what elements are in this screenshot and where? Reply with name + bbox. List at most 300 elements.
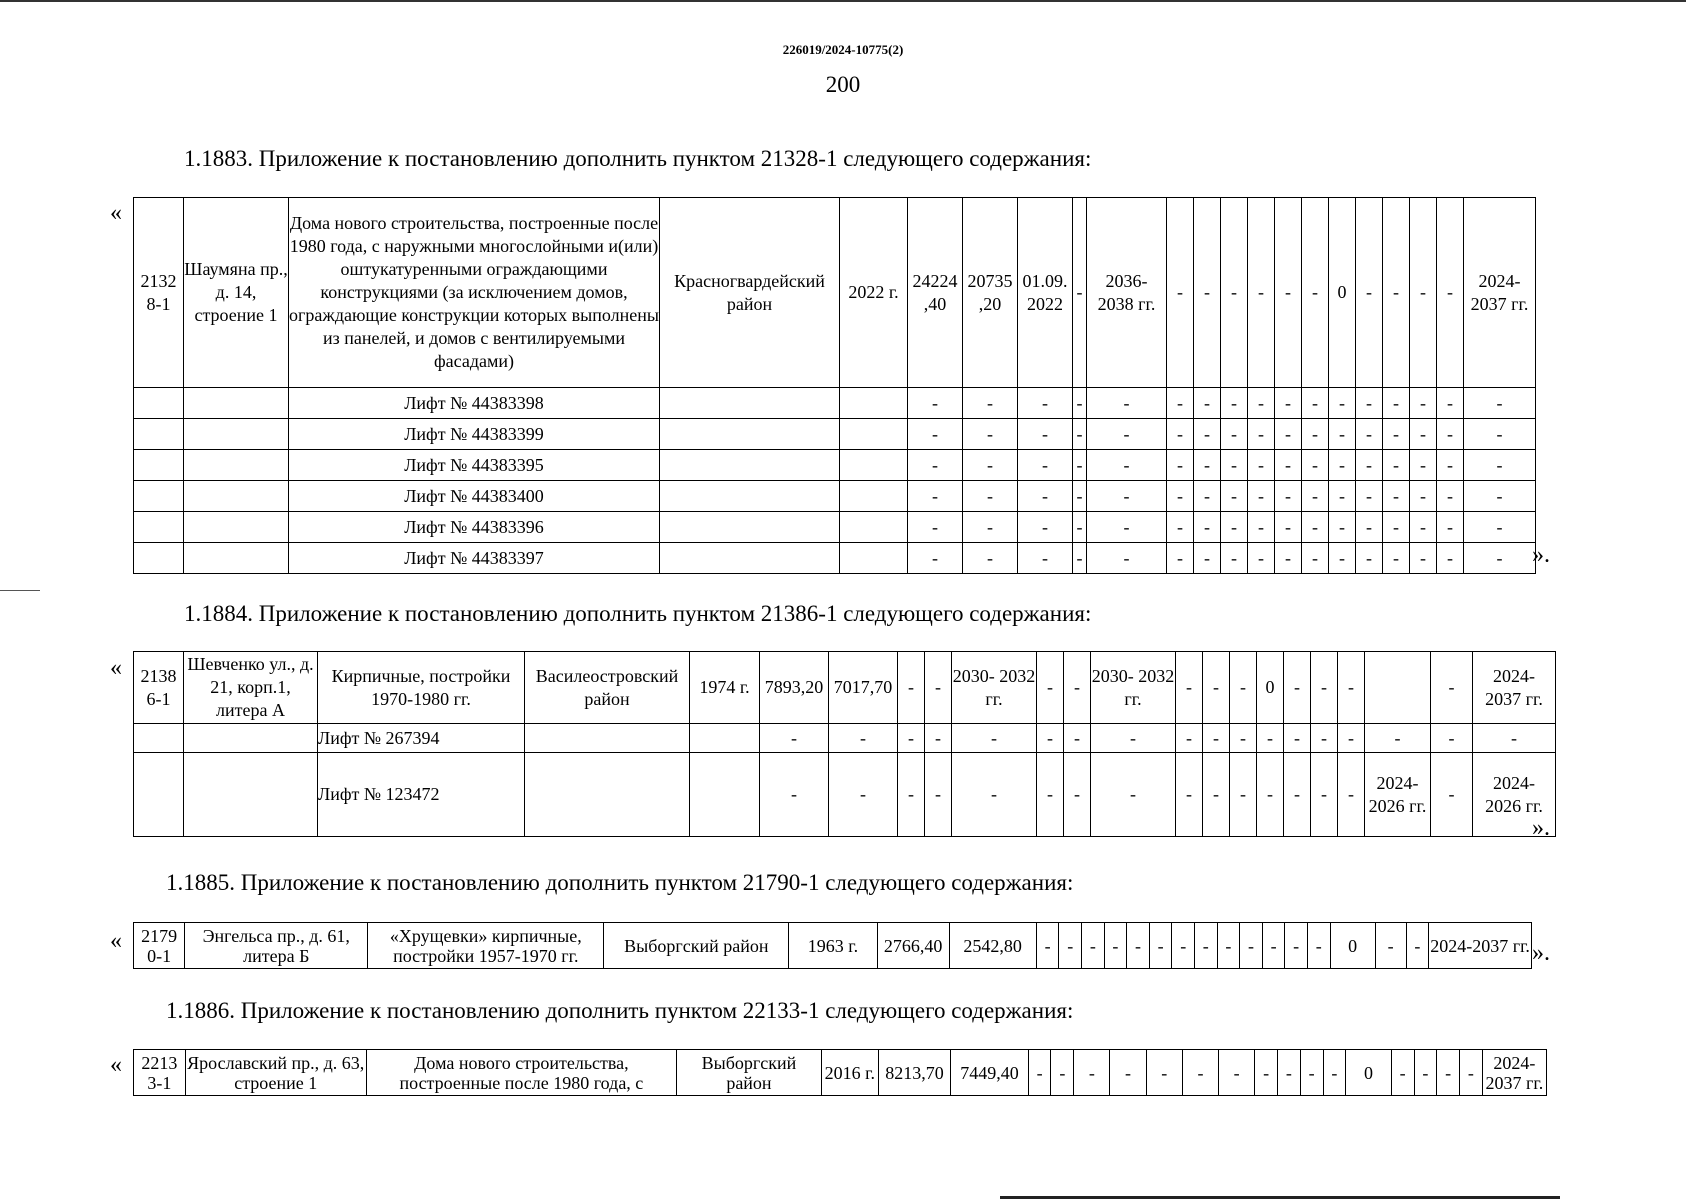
table-cell: - [1110,1050,1146,1096]
table-cell: - [1167,198,1194,388]
table-row [134,481,1536,512]
table-cell: - [1356,512,1383,543]
table-cell: - [1037,724,1064,753]
table-cell: - [1410,450,1437,481]
table-cell: - [1311,753,1338,837]
table-cell: Красногвардейский район [660,198,840,388]
table-cell: 0 [1330,923,1375,969]
table-cell: - [1437,450,1464,481]
table-cell: - [1074,1050,1110,1096]
table-cell: - [1365,724,1431,753]
table-cell: - [1255,1050,1278,1096]
table-cell: - [1356,450,1383,481]
table-cell: - [1437,419,1464,450]
table-row [134,450,1536,481]
table-cell: - [829,724,898,753]
table-cell: 2179 0-1 [134,923,185,969]
table-cell: - [1431,753,1473,837]
table-cell [660,481,840,512]
table-cell: - [1230,652,1257,724]
table-cell: - [898,753,925,837]
table-cell [840,543,908,574]
table-cell: - [1329,388,1356,419]
table-cell: - [1167,388,1194,419]
table-cell [1365,652,1431,724]
table-cell [134,450,184,481]
table-cell [134,753,184,837]
table-cell [134,543,184,574]
table-cell: - [1194,512,1221,543]
table-cell [525,724,690,753]
table-cell: - [1329,450,1356,481]
table-cell: - [1410,543,1437,574]
page-number: 200 [825,72,861,97]
table-cell: - [1018,419,1073,450]
table-cell: - [1248,512,1275,543]
table-cell: - [963,388,1018,419]
table-cell: - [1203,753,1230,837]
table-cell: - [1037,652,1064,724]
table-cell: - [1257,753,1284,837]
table-cell: - [1300,1050,1323,1096]
table-cell [660,512,840,543]
table-row [134,724,1556,753]
table-cell: - [1410,388,1437,419]
table-cell: - [1230,724,1257,753]
table-cell: - [1437,481,1464,512]
table-cell: «Хрущевки» кирпичные, постройки 1957-1970 гг. [368,923,604,969]
table-cell: - [1073,388,1087,419]
table-cell: - [1167,481,1194,512]
table-cell: 7449,40 [951,1050,1029,1096]
table-row [134,753,1556,837]
table-cell: - [963,481,1018,512]
table-cell: - [1064,753,1091,837]
table-cell: - [1302,198,1329,388]
table-cell: Выборгский район [677,1050,822,1096]
table-cell: Дома нового строительства, построенные после 1980 года, с [366,1050,676,1096]
table-cell: - [760,753,829,837]
table-cell: - [1285,923,1308,969]
table-cell [660,419,840,450]
scan-top-edge [0,0,1686,2]
table-cell: - [1275,198,1302,388]
table-cell [184,543,289,574]
table-cell: 2213 3-1 [134,1050,186,1096]
lift-name: Лифт № 44383400 [289,481,660,512]
table-cell: - [1248,481,1275,512]
table-cell: - [1410,198,1437,388]
table-cell: - [1217,923,1240,969]
table-cell: 2036- 2038 гг. [1087,198,1167,388]
table-cell [840,481,908,512]
table-cell: - [1275,512,1302,543]
table-cell: - [1248,450,1275,481]
table-cell: - [1410,481,1437,512]
table-cell: - [1146,1050,1182,1096]
table-cell: - [1194,388,1221,419]
table-cell: - [898,724,925,753]
table-cell: - [1167,419,1194,450]
table-cell: - [1383,388,1410,419]
table-cell: - [908,450,963,481]
table-cell: 2024- 2037 гг. [1464,198,1536,388]
table-cell: - [1302,419,1329,450]
table-cell: - [952,724,1037,753]
table-cell: - [1182,1050,1218,1096]
table-cell [134,724,184,753]
table-cell: - [1028,1050,1051,1096]
table-row [134,1050,1547,1096]
table-cell: - [1248,388,1275,419]
lift-name: Лифт № 44383399 [289,419,660,450]
table-cell: 2024- 2037 гг. [1473,652,1556,724]
table-cell: - [1203,724,1230,753]
table-cell: - [1073,512,1087,543]
table-cell: - [1356,419,1383,450]
table-cell: - [1073,543,1087,574]
table-cell: - [1431,652,1473,724]
table-cell: - [1437,1050,1460,1096]
table-cell: - [1087,419,1167,450]
table-cell [690,753,760,837]
table-cell: 20735 ,20 [963,198,1018,388]
table-cell [134,512,184,543]
table-cell: Дома нового строительства, построенные после 1980 года, с наружными многослойными и(или) оштукатуренными ограждающими конструкциями (за исключением домов, ограждающие конструкции которых выполнены из панелей, и домов с вентилируемыми фасадами) [289,198,660,388]
table-cell: - [1338,652,1365,724]
table-cell: - [1437,543,1464,574]
table-cell: - [1302,481,1329,512]
table-cell: - [1091,724,1176,753]
table-cell [690,724,760,753]
close-quote-3: ». [1532,940,1550,966]
table-cell: 2138 6-1 [134,652,184,724]
table-cell: - [1087,450,1167,481]
table-cell: - [1307,923,1330,969]
table-cell: - [1018,512,1073,543]
table-cell: - [1194,923,1217,969]
table-cell: - [925,753,952,837]
table-cell: - [1172,923,1195,969]
table-cell: - [1284,753,1311,837]
table-cell: - [1437,388,1464,419]
table-cell: - [1221,481,1248,512]
table-cell: - [1410,512,1437,543]
table-cell: Шевченко ул., д. 21, корп.1, литера А [184,652,318,724]
table-cell: - [760,724,829,753]
table-cell: - [925,724,952,753]
table-cell: 2542,80 [949,923,1036,969]
table-cell: - [1329,419,1356,450]
scan-bottom-edge [1000,1196,1560,1199]
table-cell [840,419,908,450]
table-cell: - [1383,543,1410,574]
table-row [134,652,1556,724]
table-cell: - [1338,753,1365,837]
close-quote-2: ». [1532,815,1550,841]
table-cell: - [1356,388,1383,419]
table-cell: - [1437,198,1464,388]
table-cell: - [1383,450,1410,481]
table-22133-1 [133,1049,1547,1096]
period-cell: 2024- 2026 гг. [1473,753,1556,837]
table-cell [184,450,289,481]
open-quote-3: « [110,928,122,954]
table-cell: 2030- 2032 гг. [952,652,1037,724]
table-cell: - [1248,198,1275,388]
table-cell: - [1167,543,1194,574]
table-cell: - [963,512,1018,543]
section-heading-1883: 1.1883. Приложение к постановлению дополнить пунктом 21328-1 следующего содержания: [184,146,1092,171]
table-cell: - [1176,652,1203,724]
table-cell: - [1176,724,1203,753]
table-cell: - [1262,923,1285,969]
table-cell: - [1356,198,1383,388]
table-row [134,198,1536,388]
table-cell: - [1431,724,1473,753]
table-cell: - [1221,388,1248,419]
table-cell: - [1104,923,1127,969]
table-cell: - [1167,512,1194,543]
table-cell: - [1275,419,1302,450]
table-21386-1 [133,651,1556,837]
table-cell: - [1087,388,1167,419]
lift-name: Лифт № 123472 [318,753,525,837]
table-cell: - [1406,923,1429,969]
table-cell: - [1391,1050,1414,1096]
table-cell: - [1437,512,1464,543]
table-cell: - [952,753,1037,837]
table-cell: - [1302,450,1329,481]
table-cell: - [1383,198,1410,388]
table-cell: 1963 г. [789,923,877,969]
table-21328-1 [133,197,1536,574]
table-cell: - [1464,388,1536,419]
table-cell: - [1036,923,1059,969]
table-cell: - [1082,923,1105,969]
table-cell: - [1284,724,1311,753]
table-cell: - [1464,543,1536,574]
table-cell: 2030- 2032 гг. [1091,652,1176,724]
table-cell: - [1329,481,1356,512]
table-cell: - [908,419,963,450]
table-cell: - [1194,450,1221,481]
table-cell: - [1464,450,1536,481]
table-row [134,388,1536,419]
table-cell: - [1414,1050,1437,1096]
table-cell: - [1087,512,1167,543]
table-cell: - [1275,450,1302,481]
table-cell: - [1275,388,1302,419]
table-row [134,419,1536,450]
table-cell: - [963,419,1018,450]
table-cell: - [1464,419,1536,450]
table-cell: - [908,512,963,543]
table-cell: - [1278,1050,1301,1096]
table-cell: - [1338,724,1365,753]
section-heading-1884: 1.1884. Приложение к постановлению дополнить пунктом 21386-1 следующего содержания: [184,601,1092,626]
table-cell: - [1311,724,1338,753]
table-cell: - [1064,652,1091,724]
table-cell: - [908,388,963,419]
lift-name: Лифт № 44383397 [289,543,660,574]
table-cell [525,753,690,837]
table-cell: - [1221,419,1248,450]
lift-name: Лифт № 44383398 [289,388,660,419]
table-cell: - [1356,543,1383,574]
table-cell [184,388,289,419]
table-cell: 2016 г. [821,1050,878,1096]
address-cell: Шаумяна пр., д. 14, строение 1 [184,198,289,388]
table-cell: - [1221,543,1248,574]
table-cell: - [1302,512,1329,543]
table-cell: 0 [1346,1050,1392,1096]
table-cell: 24224 ,40 [908,198,963,388]
table-cell [840,512,908,543]
table-cell: - [925,652,952,724]
table-cell: 2024- 2037 гг. [1482,1050,1546,1096]
section-heading-1885: 1.1885. Приложение к постановлению дополнить пунктом 21790-1 следующего содержания: [166,870,1074,895]
table-cell: 8213,70 [878,1050,950,1096]
table-cell: - [1219,1050,1255,1096]
table-cell: - [908,481,963,512]
table-cell: - [1087,543,1167,574]
table-cell [660,388,840,419]
table-cell: - [963,450,1018,481]
lift-name: Лифт № 44383396 [289,512,660,543]
table-cell: - [1018,543,1073,574]
table-cell [184,753,318,837]
table-cell: - [908,543,963,574]
table-cell [184,419,289,450]
table-cell [840,450,908,481]
table-cell: 0 [1257,652,1284,724]
open-quote-1: « [110,200,122,226]
table-cell: 7017,70 [829,652,898,724]
scan-margin-mark [0,590,40,591]
table-cell: - [1018,388,1073,419]
table-cell: - [1018,481,1073,512]
lift-name: Лифт № 267394 [318,724,525,753]
table-cell: - [1240,923,1263,969]
close-quote-1: ». [1532,542,1550,568]
table-cell: - [1167,450,1194,481]
table-cell: Кирпичные, постройки 1970-1980 гг. [318,652,525,724]
table-cell: - [1375,923,1406,969]
table-cell: - [1221,198,1248,388]
table-cell: 01.09. 2022 [1018,198,1073,388]
table-cell [184,512,289,543]
table-cell: - [1073,198,1087,388]
table-cell: 0 [1329,198,1356,388]
table-cell [134,388,184,419]
table-cell: - [1059,923,1082,969]
open-quote-2: « [110,655,122,681]
table-cell: Выборгский район [604,923,789,969]
table-cell: - [1323,1050,1346,1096]
table-cell: - [1410,419,1437,450]
table-cell: - [1329,543,1356,574]
table-cell: - [1464,481,1536,512]
table-cell: - [1460,1050,1483,1096]
table-cell: - [1302,543,1329,574]
table-cell: - [1356,481,1383,512]
table-row [134,923,1532,969]
table-cell: - [1176,753,1203,837]
open-quote-4: « [110,1052,122,1078]
document-number: 226019/2024-10775(2) [782,42,904,57]
table-cell: - [1284,652,1311,724]
table-cell: 2024-2037 гг. [1429,923,1532,969]
table-cell: - [1149,923,1172,969]
table-cell: - [1037,753,1064,837]
table-cell [840,388,908,419]
table-cell: - [1203,652,1230,724]
table-cell: - [1127,923,1150,969]
table-cell: - [1383,419,1410,450]
table-cell: - [1473,724,1556,753]
table-cell: - [1248,543,1275,574]
table-cell [184,481,289,512]
table-cell: 2022 г. [840,198,908,388]
table-cell: 7893,20 [760,652,829,724]
table-cell: - [1248,419,1275,450]
table-cell: - [1383,512,1410,543]
table-cell: - [1383,481,1410,512]
table-cell [134,481,184,512]
table-cell: - [1230,753,1257,837]
table-cell: Энгельса пр., д. 61, литера Б [185,923,368,969]
table-21790-1 [133,922,1532,969]
table-cell: - [1302,388,1329,419]
table-cell: 1974 г. [690,652,760,724]
table-cell: - [963,543,1018,574]
lift-name: Лифт № 44383395 [289,450,660,481]
table-cell: - [1091,753,1176,837]
table-cell: - [1018,450,1073,481]
table-cell: - [1275,481,1302,512]
table-cell: - [1275,543,1302,574]
table-cell: - [1311,652,1338,724]
period-cell: 2024- 2026 гг. [1365,753,1431,837]
table-cell: - [1073,419,1087,450]
table-cell: - [1329,512,1356,543]
table-cell: - [1194,419,1221,450]
table-cell: 2766,40 [877,923,949,969]
table-cell: - [1051,1050,1074,1096]
table-cell: - [898,652,925,724]
table-cell: - [1194,543,1221,574]
section-heading-1886: 1.1886. Приложение к постановлению дополнить пунктом 22133-1 следующего содержания: [166,998,1074,1023]
table-row [134,512,1536,543]
table-cell: - [829,753,898,837]
table-cell: - [1194,198,1221,388]
table-cell: Ярославский пр., д. 63, строение 1 [185,1050,366,1096]
table-cell: - [1064,724,1091,753]
table-cell: - [1073,450,1087,481]
table-cell: - [1194,481,1221,512]
table-cell: - [1087,481,1167,512]
table-cell: - [1464,512,1536,543]
table-cell: Василеостровский район [525,652,690,724]
table-cell: - [1073,481,1087,512]
item-number: 2132 8-1 [134,198,184,388]
table-row [134,543,1536,574]
table-cell [660,543,840,574]
table-cell [660,450,840,481]
table-cell [134,419,184,450]
table-cell: - [1257,724,1284,753]
